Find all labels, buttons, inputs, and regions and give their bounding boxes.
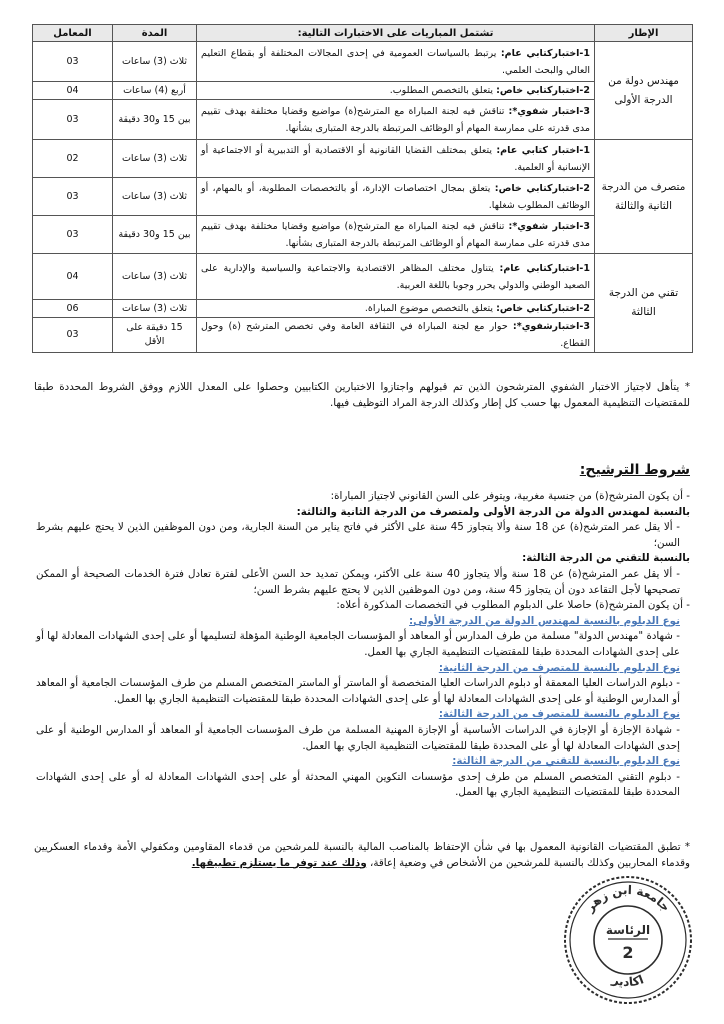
header-duration: المدة	[113, 25, 197, 42]
coefficient-cell: 03	[33, 100, 113, 140]
duration-cell: ثلاث (3) ساعات	[113, 140, 197, 178]
exam-cell: 3-اختبارشفوي*: حوار مع لجنة المباراة في الثقافة العامة وفي تخصص المترشح (ة) وحول القطاع.	[197, 318, 595, 353]
condition-nationality: - أن يكون المترشح(ة) من جنسية مغربية، ويتوفر على السن القانوني لاجتياز المباراة:	[330, 490, 690, 502]
age-rule-engineer-admin: - ألا يقل عمر المترشح(ة) عن 18 سنة وألا يتجاوز 45 سنة على الأكثر في فاتح يناير من السنة الجارية، ومن دون الموظفين الذين لا يحتج عليهم بشرط السن؛	[36, 521, 680, 549]
diploma-text-engineer: - شهادة "مهندس الدولة" مسلمة من طرف المدارس أو المعاهد أو المؤسسات الجامعية الوطنية المؤهلة لتسليمها أو على إحدى الشهادات المعادلة لها أو على إحدى الشهادات المحددة طبقا للمقتضيات التنظيمية الجاري بها العمل.	[36, 630, 680, 658]
header-coefficient: المعامل	[33, 25, 113, 42]
table-header-row	[33, 25, 693, 42]
table-row	[33, 178, 693, 216]
table-row	[33, 216, 693, 254]
diploma-text-technician: - دبلوم التقني المتخصص المسلم من طرف إحدى مؤسسات التكوين المهني المحدثة أو على إحدى الشهادات المعادلة له أو على إحدى الشهادات المحددة طبقا للمقتضيات التنظيمية الجاري بها العمل.	[36, 770, 680, 799]
duration-cell: ثلاث (3) ساعات	[113, 178, 197, 216]
coefficient-cell: 03	[33, 318, 113, 353]
stamp-bottom-text: اكادير	[610, 972, 646, 990]
header-frame: الإطار	[595, 25, 693, 42]
table-row	[33, 100, 693, 140]
table-row	[33, 254, 693, 300]
age-rule-technician: - ألا يقل عمر المترشح(ة) عن 18 سنة وألا يتجاوز 40 سنة على الأكثر، ويمكن تمديد حد السن الأعلى لفترة تعادل فترة الخدمات الصحيحة أو الممكن تصحيحها لأجل التقاعد دون أن يتجاوز 45 سنة، ومن دون الموظفين الذين لا يحتج عليهم بشرط السن؛	[36, 567, 680, 596]
table-row	[33, 140, 693, 178]
duration-cell: 15 دقيقة على الأقل	[113, 318, 197, 353]
coefficient-cell: 06	[33, 300, 113, 318]
table-row	[33, 318, 693, 353]
exams-table	[32, 24, 693, 353]
duration-cell: ثلاث (3) ساعات	[113, 254, 197, 300]
duration-cell: ثلاث (3) ساعات	[113, 300, 197, 318]
diploma-text-admin-2: - دبلوم الدراسات العليا المعمقة أو دبلوم الدراسات العليا المتخصصة أو الماستر أو الماستر المتخصص المسلم من طرف المؤسسات الجامعية أو المعاهد أو المدارس الوطنية أو على إحدى الشهادات المعادلة لها أو على إحدى الشهادات المحددة طبقا للمقتضيات التنظيمية الجاري بها العمل.	[36, 677, 680, 705]
table-row	[33, 42, 693, 82]
oral-exam-note: * يتأهل لاجتياز الاختبار الشفوي المترشحون الذين تم قبولهم واجتازوا الاختبارين الكتابيين وحصلوا على المعدل اللازم ووفق الشروط المحددة طبقا للمقتضيات التنظيمية المعمول بها حسب كل إطار وكذلك الدرجة المراد التوظيف فيها.	[34, 381, 690, 409]
exam-cell: 1-اختبار كتابي عام: يتعلق بمختلف القضايا القانونية أو الاقتصادية أو التدبيرية أو الاجتماعية أو الإنسانية أو العلمية.	[197, 140, 595, 178]
exam-cell: 2-اختباركتابي خاص: يتعلق بالتخصص المطلوب.	[197, 82, 595, 100]
conditions-section	[36, 489, 690, 801]
duration-cell: بين 15 و30 دقيقة	[113, 100, 197, 140]
stamp-center-title: الرئاسة	[605, 923, 651, 937]
university-stamp	[562, 874, 694, 1006]
age-subheading-engineer-admin: بالنسبة لمهندس الدولة من الدرجة الأولى ولمتصرف من الدرجة الثانية والثالثة:	[296, 505, 690, 518]
table-row	[33, 82, 693, 100]
exam-cell: 2-اختباركتابي خاص: يتعلق بمجال اختصاصات الإدارة، أو بالتخصصات المطلوبة، أو بالمهام، أو الوظائف المطلوب شغلها.	[197, 178, 595, 216]
diploma-text-admin-3: - شهادة الإجازة أو الإجازة في الدراسات الأساسية أو الإجازة المهنية المسلمة من طرف المؤسسات الجامعية أو المعاهد أو المدارس الوطنية أو على إحدى الشهادات المعادلة لها أو على المحددة طبقا للمقتضيات التنظيمية الجاري بها العمل.	[36, 723, 680, 752]
diploma-title-technician: نوع الدبلوم بالنسبة للتقني من الدرجة الثالثة:	[452, 755, 680, 768]
condition-diploma: - أن يكون المترشح(ة) حاصلا على الدبلوم المطلوب في التخصصات المذكورة أعلاه:	[336, 599, 690, 612]
coefficient-cell: 03	[33, 178, 113, 216]
exam-cell: 2-اختباركتابي خاص: يتعلق بالتخصص موضوع المباراة.	[197, 300, 595, 318]
stamp-top-text: جامعة ابن زهر	[582, 882, 674, 915]
coefficient-cell: 04	[33, 254, 113, 300]
exam-cell: 1-اختباركتابي عام: يتناول مختلف المظاهر الاقتصادية والاجتماعية والسياسية والإدارية على الصعيد الوطني والدولي يحرر وجوبا باللغة العربية.	[197, 254, 595, 300]
frame-cell: متصرف من الدرجة الثانية والثالثة	[595, 140, 693, 254]
frame-cell: تقني من الدرجة الثالثة	[595, 254, 693, 353]
diploma-title-admin-3: نوع الدبلوم بالنسبة للمتصرف من الدرجة الثالثة:	[438, 708, 680, 721]
diploma-title-admin-2: نوع الدبلوم بالنسبة للمتصرف من الدرجة الثانية:	[438, 661, 680, 674]
header-exams: تشتمل المباريات على الاختبارات التالية:	[197, 25, 595, 42]
age-subheading-technician: بالنسبة للتقني من الدرجة الثالثة:	[522, 552, 690, 565]
final-note: * تطبق المقتضيات القانونية المعمول بها في شأن الإحتفاظ بالمناصب المالية بالنسبة للمرشحين من قدماء المقاومين ومكفولي الأمة وقدماء العسكريين وقدماء المحاربين وكذلك بالنسبة للمرشحين من الأشخاص في وضعية إعاقة، وذلك عند توفر ما يستلزم تطبيقها.	[34, 841, 690, 869]
exam-cell: 3-اختبار شفوي*: تناقش فيه لجنة المباراة مع المترشح(ة) مواضيع وقضايا مختلفة بهدف تقييم مدى قدرته على ممارسة المهام أو الوظائف المرتبطة بالدرجة المتبارى بشأنها.	[197, 216, 595, 254]
coefficient-cell: 03	[33, 42, 113, 82]
coefficient-cell: 03	[33, 216, 113, 254]
duration-cell: أربع (4) ساعات	[113, 82, 197, 100]
coefficient-cell: 02	[33, 140, 113, 178]
duration-cell: بين 15 و30 دقيقة	[113, 216, 197, 254]
exam-cell: 3-اختبار شفوي*: تناقش فيه لجنة المباراة مع المترشح(ة) مواضيع وقضايا مختلفة بهدف تقييم مدى قدرته على ممارسة المهام أو الوظائف المرتبطة بالدرجة المتبارى بشأنها.	[197, 100, 595, 140]
final-note-emphasis: وذلك عند توفر ما يستلزم تطبيقها.	[191, 856, 367, 869]
table-row	[33, 300, 693, 318]
coefficient-cell: 04	[33, 82, 113, 100]
diploma-title-engineer: نوع الدبلوم بالنسبة لمهندس الدولة من الدرجة الأولى:	[409, 614, 680, 627]
conditions-heading: شروط الترشيح:	[579, 462, 690, 478]
stamp-number: 2	[622, 943, 634, 962]
exam-cell: 1-اختباركتابي عام: يرتبط بالسياسات العمومية في إحدى المجالات المختلفة أو بقطاع التعليم العالي والبحث العلمي.	[197, 42, 595, 82]
frame-cell: مهندس دولة من الدرجة الأولى	[595, 42, 693, 140]
duration-cell: ثلاث (3) ساعات	[113, 42, 197, 82]
